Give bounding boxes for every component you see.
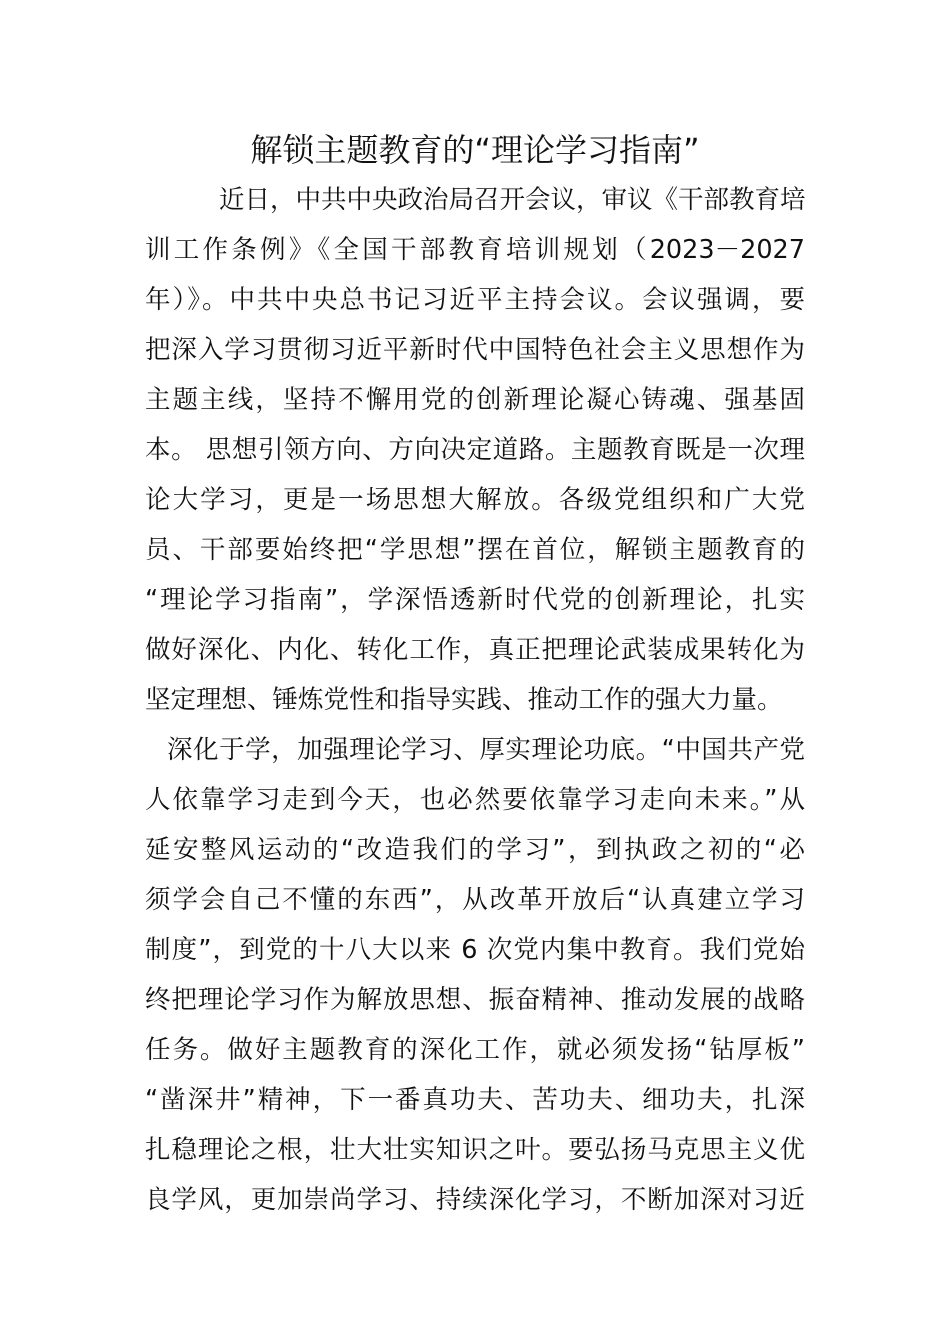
text-line: 扎稳理论之根，壮大壮实知识之叶。要弘扬马克思主义优: [145, 1135, 805, 1165]
text-line: 制度”，到党的十八大以来 6 次党内集中教育。我们党始: [145, 935, 805, 965]
text-line: 年）》。中共中央总书记习近平主持会议。会议强调，要: [145, 285, 805, 315]
text-line: “凿深井”精神，下一番真功夫、苦功夫、细功夫，扎深: [145, 1085, 805, 1115]
text-line: 论大学习，更是一场思想大解放。各级党组织和广大党: [145, 485, 805, 515]
text-line: “理论学习指南”，学深悟透新时代党的创新理论，扎实: [145, 585, 805, 615]
text-line: 人依靠学习走到今天，也必然要依靠学习走向未来。”从: [145, 785, 805, 815]
text-line: 须学会自己不懂的东西”，从改革开放后“认真建立学习: [145, 885, 805, 915]
document-title: 解锁主题教育的“理论学习指南”: [250, 131, 700, 169]
text-line: 近日，中共中央政治局召开会议，审议《干部教育培: [219, 185, 806, 215]
text-line: 做好深化、内化、转化工作，真正把理论武装成果转化为: [145, 635, 805, 665]
text-line: 主题主线，坚持不懈用党的创新理论凝心铸魂、强基固: [145, 385, 805, 415]
text-line: 延安整风运动的“改造我们的学习”，到执政之初的“必: [145, 835, 805, 865]
text-line: 员、干部要始终把“学思想”摆在首位，解锁主题教育的: [145, 535, 805, 565]
text-line: 坚定理想、锤炼党性和指导实践、推动工作的强大力量。: [145, 685, 783, 715]
text-line: 终把理论学习作为解放思想、振奋精神、推动发展的战略: [145, 985, 805, 1015]
text-line: 本。 思想引领方向、方向决定道路。主题教育既是一次理: [145, 435, 805, 465]
text-line: 把深入学习贯彻习近平新时代中国特色社会主义思想作为: [145, 335, 805, 365]
document-body: [145, 175, 805, 1225]
text-line: 任务。做好主题教育的深化工作，就必须发扬“钻厚板”: [145, 1035, 805, 1065]
text-line: 深化于学，加强理论学习、厚实理论功底。“中国共产党: [167, 735, 805, 765]
text-line: 训工作条例》《全国干部教育培训规划（2023－2027: [145, 235, 805, 265]
text-line: 良学风，更加崇尚学习、持续深化学习，不断加深对习近: [145, 1185, 805, 1215]
